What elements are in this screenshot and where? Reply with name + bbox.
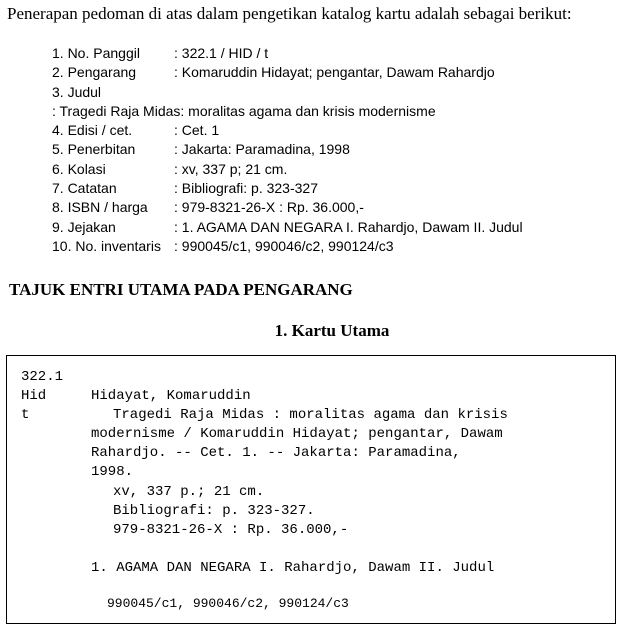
field-row <box>52 102 523 121</box>
card-title-line: Rahardjo. -- Cet. 1. -- Jakarta: Paramadina, <box>91 445 461 461</box>
field-label: 10. No. inventaris <box>52 237 161 254</box>
field-label: 2. Pengarang <box>52 64 137 81</box>
field-row <box>52 160 523 179</box>
card-title-line: Tragedi Raja Midas : moralitas agama dan krisis <box>113 407 508 423</box>
field-label: 5. Penerbitan <box>52 141 136 158</box>
card-heading: 1. Kartu Utama <box>274 321 390 340</box>
field-row <box>52 140 523 159</box>
field-value: : Tragedi Raja Midas: moralitas agama dan krisis modernisme <box>52 102 436 119</box>
field-row <box>52 237 523 256</box>
card-title-line: modernisme / Komaruddin Hidayat; pengantar, Dawam <box>91 426 503 442</box>
field-label: 4. Edisi / cet. <box>52 122 133 139</box>
field-label: 6. Kolasi <box>52 160 106 177</box>
field-row <box>52 198 523 217</box>
field-value: : 322.1 / HID / t <box>174 45 269 61</box>
field-value: : Komaruddin Hidayat; pengantar, Dawam Rahardjo <box>174 64 495 81</box>
field-label: 9. Jejakan <box>52 218 116 235</box>
field-label: 1. No. Panggil <box>52 45 140 61</box>
field-label: 3. Judul <box>52 83 102 100</box>
call-number-class: 322.1 <box>21 369 64 385</box>
card-tracing: 1. AGAMA DAN NEGARA I. Rahardjo, Dawam II. Judul <box>91 560 495 576</box>
field-label: 7. Catatan <box>52 180 117 197</box>
field-value: : Jakarta: Paramadina, 1998 <box>174 141 350 158</box>
section-heading: TAJUK ENTRI UTAMA PADA PENGARANG <box>9 280 353 299</box>
field-row <box>52 83 523 102</box>
field-value: : 979-8321-26-X : Rp. 36.000,- <box>174 199 364 216</box>
card-title-line: 1998. <box>91 464 134 480</box>
card-inventory: 990045/c1, 990046/c2, 990124/c3 <box>107 596 349 611</box>
field-row <box>52 179 523 198</box>
card-collation: xv, 337 p.; 21 cm. <box>113 484 265 500</box>
call-number-title: t <box>21 407 30 423</box>
field-value: : 1. AGAMA DAN NEGARA I. Rahardjo, Dawam II. Judul <box>174 218 523 235</box>
field-row <box>52 218 523 237</box>
catalog-card <box>6 355 616 624</box>
field-value: : Bibliografi: p. 323-327 <box>174 180 318 197</box>
field-value: : 990045/c1, 990046/c2, 990124/c3 <box>174 237 394 254</box>
field-label: 8. ISBN / harga <box>52 199 148 216</box>
field-value: : Cet. 1 <box>174 122 220 139</box>
catalog-field-list <box>52 44 523 256</box>
call-number-author: Hid <box>21 388 47 404</box>
card-author: Hidayat, Komaruddin <box>91 388 251 404</box>
field-value: : xv, 337 p; 21 cm. <box>174 160 288 177</box>
card-note: Bibliografi: p. 323-327. <box>113 503 315 519</box>
field-row <box>52 63 523 82</box>
field-row <box>52 44 523 63</box>
card-isbn: 979-8321-26-X : Rp. 36.000,- <box>113 522 349 538</box>
intro-text: Penerapan pedoman di atas dalam pengetikan katalog kartu adalah sebagai berikut: <box>7 4 572 23</box>
field-row <box>52 121 523 140</box>
